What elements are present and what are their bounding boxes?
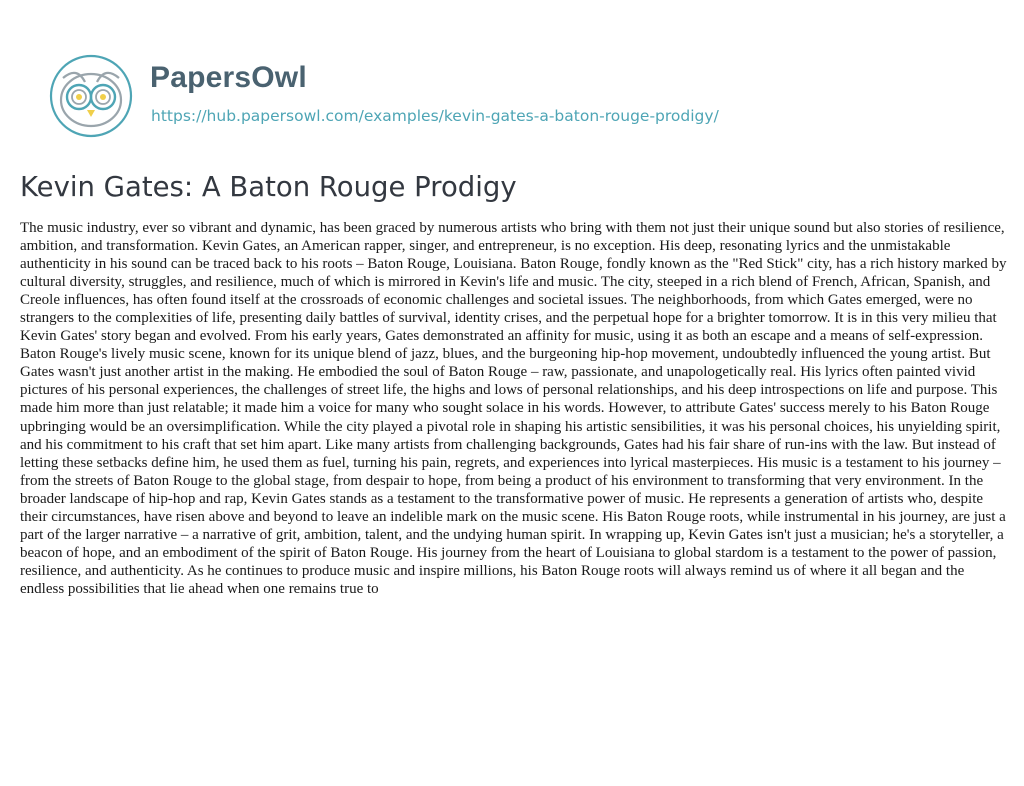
source-url-link[interactable]: https://hub.papersowl.com/examples/kevin-gates-a-baton-rouge-prodigy/ xyxy=(151,107,719,125)
brand-name[interactable]: PapersOwl xyxy=(150,61,307,94)
essay-body: The music industry, ever so vibrant and dynamic, has been graced by numerous artists who bring with them not just their unique sound but also stories of resilience, ambition, and transformation. Kevin Gates, an American rapper, singer, and entrepreneur, is no exception. His deep, resonating lyrics and the unmistakable authenticity in his sound can be traced back to his roots – Baton Rouge, Louisiana. Baton Rouge, fondly known as the "Red Stick" city, has a rich history marked by cultural diversity, struggles, and resilience, much of which is mirrored in Kevin's life and music. The city, steeped in a rich blend of French, African, Spanish, and Creole influences, has often found itself at the crossroads of economic challenges and societal issues. The neighborhoods, from which Gates emerged, were no strangers to the complexities of life, presenting daily battles of survival, identity crises, and the perpetual hope for a brighter tomorrow. It is in this very milieu that Kevin Gates' story began and evolved. From his early years, Gates demonstrated an affinity for music, using it as both an escape and a means of self-expression. Baton Rouge's lively music scene, known for its unique blend of jazz, blues, and the burgeoning hip-hop movement, undoubtedly influenced the young artist. But Gates wasn't just another artist in the making. He embodied the soul of Baton Rouge – raw, passionate, and unapologetically real. His lyrics often painted vivid pictures of his personal experiences, the challenges of street life, the highs and lows of personal relationships, and his deep introspections on life and purpose. This made him more than just relatable; it made him a voice for many who sought solace in his words. However, to attribute Gates' success merely to his Baton Rouge upbringing would be an oversimplification. While the city played a pivotal role in shaping his artistic sensibilities, it was his personal choices, his unyielding spirit, and his commitment to his craft that set him apart. Like many artists from challenging backgrounds, Gates had his fair share of run-ins with the law. But instead of letting these setbacks define him, he used them as fuel, turning his pain, regrets, and experiences into lyrical masterpieces. His music is a testament to his journey – from the streets of Baton Rouge to the global stage, from despair to hope, from being a product of his environment to transforming that very environment. In the broader landscape of hip-hop and rap, Kevin Gates stands as a testament to the transformative power of music. He represents a generation of artists who, despite their circumstances, have risen above and beyond to leave an indelible mark on the music scene. His Baton Rouge roots, while instrumental in his journey, are just a part of the larger narrative – a narrative of grit, ambition, talent, and the undying human spirit. In wrapping up, Kevin Gates isn't just a musician; he's a storyteller, a beacon of hope, and an embodiment of the spirit of Baton Rouge. His journey from the heart of Louisiana to global stardom is a testament to the power of passion, resilience, and authenticity. As he continues to produce music and inspire millions, his Baton Rouge roots will always remind us of where it all began and the endless possibilities that lie ahead when one remains true to xyxy=(20,220,1007,597)
page-title: Kevin Gates: A Baton Rouge Prodigy xyxy=(20,171,517,203)
owl-icon xyxy=(49,54,133,138)
